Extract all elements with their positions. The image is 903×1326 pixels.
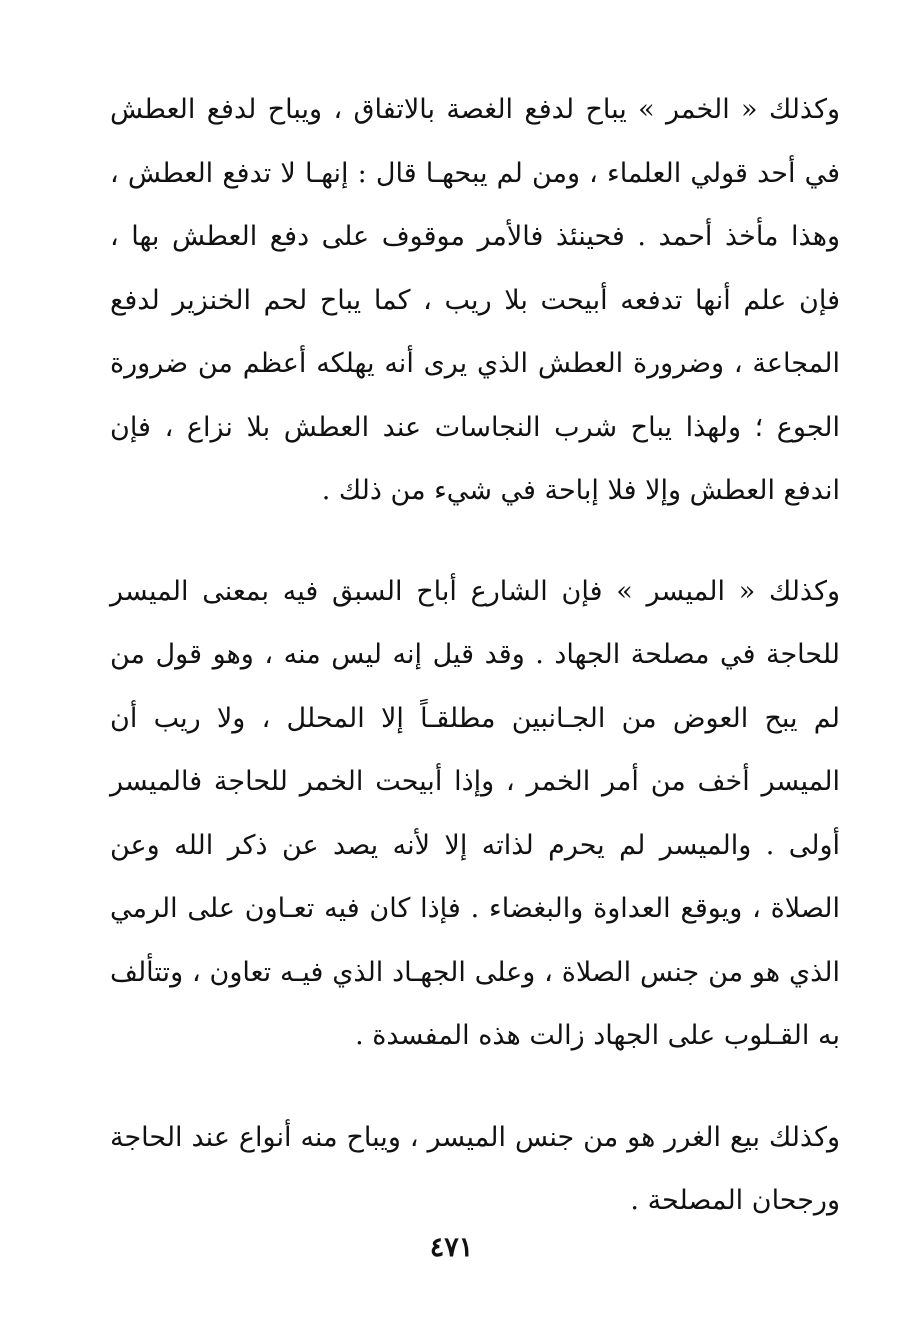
paragraph-wine: وكذلك « الخمر » يباح لدفع الغصة بالاتفاق ، ويباح لدفع العطش في أحد قولي العلماء ، ومن لم يبحهـا قال : إنهـا لا تدفع العطش ، وهذا مأخذ أحمد . فحينئذ فالأمر موقوف على دفع العطش بها ، فإن علم أنها تدفعه أبيحت بلا ريب ، كما يباح لحم الخنزير لدفع المجاعة ، وضرورة العطش الذي يرى أنه يهلكه أعظم من ضرورة الجوع ؛ ولهذا يباح شرب النجاسات عند العطش بلا نزاع ، فإن اندفع العطش وإلا فلا إباحة في شيء من ذلك . [110,94,840,506]
page-body [110,78,840,1233]
page-number: ٤٧١ [429,1232,474,1263]
paragraph-gharar-sale: وكذلك بيع الغرر هو من جنس الميسر ، ويباح منه أنواع عند الحاجة ورجحان المصلحة . [110,1121,840,1216]
paragraph-gambling: وكذلك « الميسر » فإن الشارع أباح السبق فيه بمعنى الميسر للحاجة في مصلحة الجهاد . وقد قيل إنه ليس منه ، وهو قول من لم يبح العوض من الجـانبين مطلقـاً إلا المحلل ، ولا ريب أن الميسر أخف من أمر الخمر ، وإذا أبيحت الخمر للحاجة فالميسر أولى . والميسر لم يحرم لذاته إلا لأنه يصد عن ذكر الله وعن الصلاة ، ويوقع العداوة والبغضاء . فإذا كان فيه تعـاون على الرمي الذي هو من جنس الصلاة ، وعلى الجهـاد الذي فيـه تعاون ، وتتألف به القـلوب على الجهاد زالت هذه المفسدة . [110,575,840,1051]
